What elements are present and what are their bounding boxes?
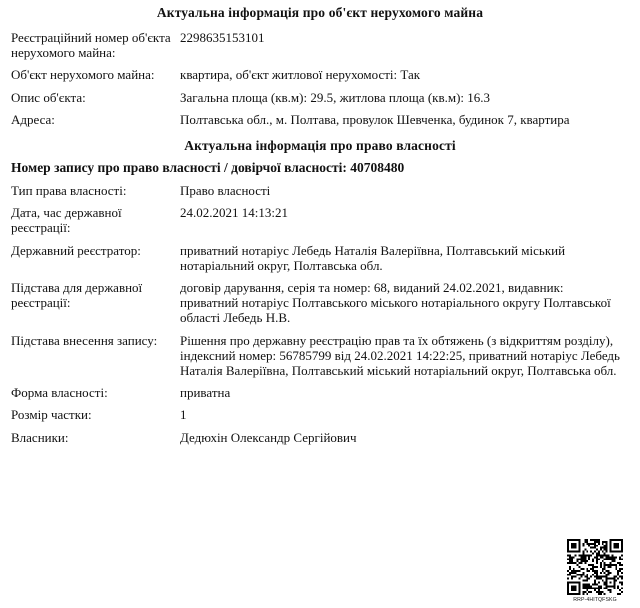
info-row-value: Загальна площа (кв.м): 29.5, житлова площа (кв.м): 16.3 [180,89,491,105]
qr-code-icon [567,539,623,595]
info-row [0,205,640,235]
info-row [0,407,640,422]
info-row-label: Опис об'єкта: [11,89,86,105]
info-row-label: Тип права власності: [11,183,127,199]
info-row-label: Державний реєстратор: [11,242,141,258]
info-row-value: 24.02.2021 14:13:21 [180,205,288,221]
info-row-label: Підстава для державної реєстрації: [11,280,143,311]
info-row [0,90,640,105]
ownership-info-rows [0,183,640,445]
info-row-value: 1 [180,407,187,423]
info-row-value: Право власності [180,183,271,199]
object-section-title: Актуальна інформація про об'єкт нерухомого майна [156,5,484,20]
qr-caption: RRP-4HITQFSKG [573,597,617,603]
info-row [0,385,640,400]
info-row-value: 2298635153101 [180,30,265,45]
info-row [0,112,640,127]
info-row [0,30,640,60]
document-page [0,5,640,608]
info-row-label: Об'єкт нерухомого майна: [11,67,155,83]
info-row-label: Реєстраційний номер об'єкта нерухомого майна: [11,30,171,61]
info-row [0,430,640,445]
info-row-value: Полтавська обл., м. Полтава, провулок Шевченка, будинок 7, квартира [180,111,570,127]
qr-block [558,539,632,604]
object-info-rows [0,30,640,127]
info-row-value: приватна [180,385,231,401]
info-row-label: Підстава внесення запису: [11,332,158,348]
ownership-record-number: Номер запису про право власності / довірчої власності: 40708480 [11,160,405,176]
info-row-value: приватний нотаріус Лебедь Наталія Валеріївна, Полтавський міський нотаріальний округ, Полтавська обл. [180,242,566,273]
info-row [0,333,640,379]
info-row [0,67,640,82]
info-row-value: Дедюхін Олександр Сергійович [180,429,357,445]
info-row [0,243,640,273]
info-row [0,280,640,326]
info-row-value: Рішення про державну реєстрацію прав та їх обтяжень (з відкриттям розділу), індексний номер: 56785799 від 24.02.2021 14:22:25, приватний нотаріус Лебедь Наталія Валеріївна, Полтавський міський нотаріальний округ, Полтавська обл. [180,332,620,379]
info-row-label: Адреса: [11,111,55,127]
ownership-section-title: Актуальна інформація про право власності [184,138,456,154]
info-row-value: договір дарування, серія та номер: 68, виданий 24.02.2021, видавник: приватний нотаріус Полтавського міського нотаріального округу Полтавської області Лебедь Н.В. [180,280,611,326]
info-row-value: квартира, об'єкт житлової нерухомості: Так [180,67,421,83]
info-row-label: Власники: [11,429,69,445]
info-row [0,183,640,198]
info-row-label: Форма власності: [11,385,108,401]
info-row-label: Дата, час державної реєстрації: [11,205,122,236]
info-row-label: Розмір частки: [11,407,92,423]
